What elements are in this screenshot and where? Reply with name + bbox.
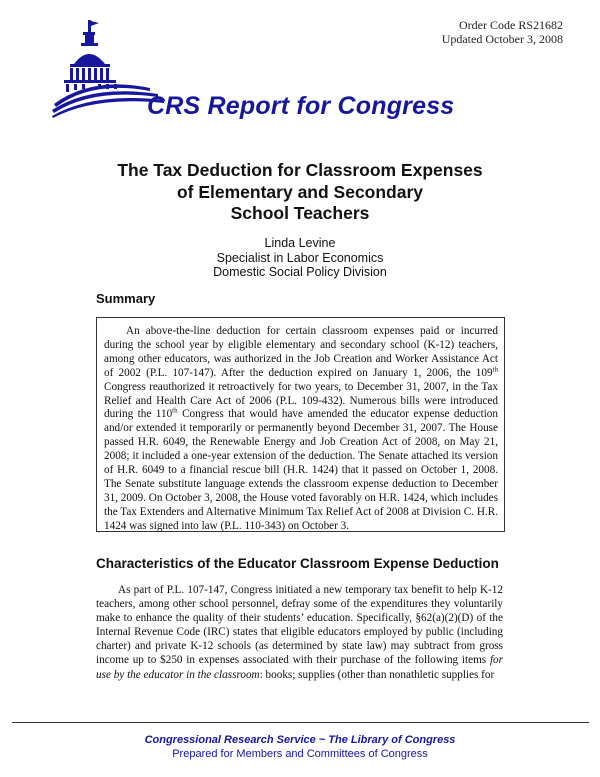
title-line: of Elementary and Secondary (176, 181, 424, 202)
author-name: Linda Levine (264, 236, 336, 250)
footer-line-2: Prepared for Members and Committees of Congress (172, 748, 428, 760)
summary-text-end: Congress that would have amended the educator expense deduction and/or extended it temporarily or permanently beyond December 31, 2007. The House passed H.R. 6049, the Renewable Energy and Job Creation Act of 2008, on May 21, 2008; it included a one-year extension of the deduction. The Senate attached its version of H.R. 6049 to a financial rescue bill (H.R. 1424) that it passed on October 1, 2008. The Senate substitute language extends the classroom expense deduction to December 31, 2009. On October 3, 2008, the House voted favorably on H.R. 1424, which includes the Tax Extenders and Alternative Minimum Tax Relief Act of 2008 at Division C. H.R. 1424 was signed into law (P.L. 110-343) on October 3. (104, 408, 498, 532)
summary-text-mid: Congress reauthorized it retroactively for two years, to December 31, 2007, in the Tax Relief and Health Care Act of 2006 (P.L. 109-432). Numerous bills were introduced during the 110 (104, 380, 498, 421)
footer-divider (12, 722, 589, 723)
author-block (100, 236, 500, 280)
superscript: th (492, 364, 498, 373)
summary-box (96, 317, 505, 532)
superscript: th (172, 406, 178, 415)
author-title: Specialist in Labor Economics (216, 250, 384, 265)
author-division: Domestic Social Policy Division (213, 265, 387, 279)
title-line: The Tax Deduction for Classroom Expenses (117, 160, 483, 180)
body-text-start: As part of P.L. 107-147, Congress initiated a new temporary tax benefit to help K-12 teachers, among other school personnel, defray some of the expenditures they voluntarily make to enhance the quality of their students’ education. Specifically, §62(a)(2)(D) of the Internal Revenue Code (IRC) states that eligible educators employed by public (including charter) and private K-12 schools (as determined by state law) may subtract from gross income up to $250 in expenses associated with their purchase of the following items (96, 584, 503, 667)
footer-line-1: Congressional Research Service ~ The Library of Congress (144, 734, 456, 746)
order-info (442, 18, 563, 46)
body-text-end: : books; supplies (other than nonathletic supplies for (259, 668, 495, 681)
summary-heading: Summary (96, 291, 156, 306)
summary-paragraph (104, 325, 498, 534)
report-series-title: CRS Report for Congress (147, 92, 455, 120)
section-heading: Characteristics of the Educator Classroom Expense Deduction (96, 556, 499, 571)
body-text-italic: for use by the educator in the classroom (96, 654, 503, 681)
updated-date: Updated October 3, 2008 (441, 32, 563, 46)
body-paragraph (96, 583, 503, 682)
summary-text-start: An above-the-line deduction for certain classroom expenses paid or incurred during the school year by eligible elementary and secondary school (K-12) teachers, among other educators, was authorized in the Job Creation and Worker Assistance Act of 2002 (P.L. 107-147). After the deduction expired on January 1, 2006, the 109 (104, 325, 498, 379)
page-title (60, 160, 540, 225)
title-line: School Teachers (230, 203, 370, 223)
order-code: Order Code RS21682 (459, 18, 563, 32)
